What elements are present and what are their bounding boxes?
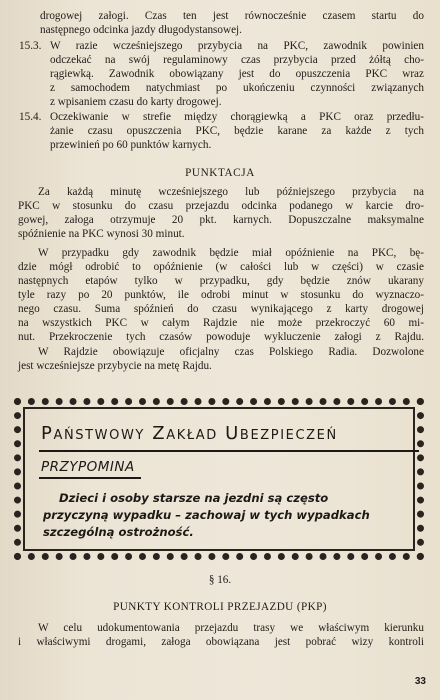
text-line: dzie mógł odrobić to opóźnienie (w całości lub w części) w czasie	[18, 261, 424, 273]
text-line: na wszystkich PKC w całym Rajdzie nie może przekroczyć 60 mi-	[18, 317, 424, 329]
pzu-advertisement	[14, 398, 424, 560]
text-line: jest wcześniejsze przybycie na metę Rajdu.	[18, 360, 212, 372]
text-line: drogowej załogi. Czas ten jest równocześnie czasem startu do	[40, 10, 424, 22]
text-line: spóźnienie na PKC wynosi 30 minut.	[18, 228, 185, 240]
text-line: i właściwymi drogami, załoga obowiązana jest pobrać wizy kontroli	[18, 636, 424, 648]
ad-title-underline	[39, 450, 419, 452]
text-line: przewinień po 60 punktów karnych.	[50, 139, 212, 151]
page-number: 33	[414, 676, 426, 687]
text-line: nego czasu. Suma spóźnień do czasu wynikającego z karty drogowej	[18, 303, 424, 315]
ad-text-line: przyczyną wypadku – zachowaj w tych wypadkach	[43, 508, 370, 522]
text-line: żanie czasu opuszczenia PKC, będzie karane za każde z tych	[50, 125, 424, 137]
text-line: z wpisaniem czasu do karty drogowej.	[50, 96, 222, 108]
text-line: następnego odcinka jazdy długodystansowej.	[40, 24, 242, 36]
text-line: W razie wcześniejszego przybycia na PKC, zawodnik powinien	[50, 40, 424, 52]
section-heading: PUNKTY KONTROLI PRZEJAZDU (PKP)	[113, 601, 327, 613]
text-line: z samochodem natychmiast po ukończeniu czynności związanych	[50, 82, 424, 94]
ad-subtitle-underline	[39, 477, 141, 479]
text-line: następnych etapów tylko w przypadku, gdy będzie znów ukarany	[18, 275, 424, 287]
ad-text-line: Dzieci i osoby starsze na jezdni są często	[59, 491, 329, 505]
text-line: PKC w stosunku do czasu przejazdu odcinka podanego w karcie dro-	[18, 200, 424, 212]
ad-subtitle: PRZYPOMINA	[41, 459, 135, 475]
text-line: nut. Przekroczenie tych czasów powoduje wykluczenie załogi z Rajdu.	[18, 331, 424, 343]
section-heading: PUNKTACJA	[185, 167, 255, 179]
text-line: W celu udokumentowania przejazdu trasy we właściwym kierunku	[38, 622, 424, 634]
ad-text-line: szczególną ostrożność.	[43, 525, 194, 539]
section-number: § 16.	[208, 574, 232, 586]
text-line: Oczekiwanie w strefie między chorągiewką a PKC oraz przedłu-	[50, 111, 424, 123]
item-number: 15.3.	[19, 40, 42, 52]
text-line: rągiewką. Zawodnik obowiązany jest do opuszczenia PKC wraz	[50, 68, 424, 80]
text-line: tyle razy po 20 punktów, ile odrobi minut w stosunku do wyznaczo-	[18, 289, 424, 301]
text-line: W przypadku gdy zawodnik będzie miał opóźnienie na PKC, bę-	[38, 247, 424, 259]
text-line: W Rajdzie obowiązuje oficjalny czas Polskiego Radia. Dozwolone	[38, 346, 424, 358]
ad-title: Państwowy Zakład Ubezpieczeń	[41, 423, 338, 444]
text-line: gowej, załoga otrzymuje 20 pkt. karnych. Dopuszczalne maksymalne	[18, 214, 424, 226]
text-line: Za każdą minutę wcześniejszego lub późniejszego przybycia na	[38, 186, 424, 198]
text-line: odczekać na swój regulaminowy czas przybycia przed żółtą cho-	[50, 54, 424, 66]
item-number: 15.4.	[19, 111, 42, 123]
